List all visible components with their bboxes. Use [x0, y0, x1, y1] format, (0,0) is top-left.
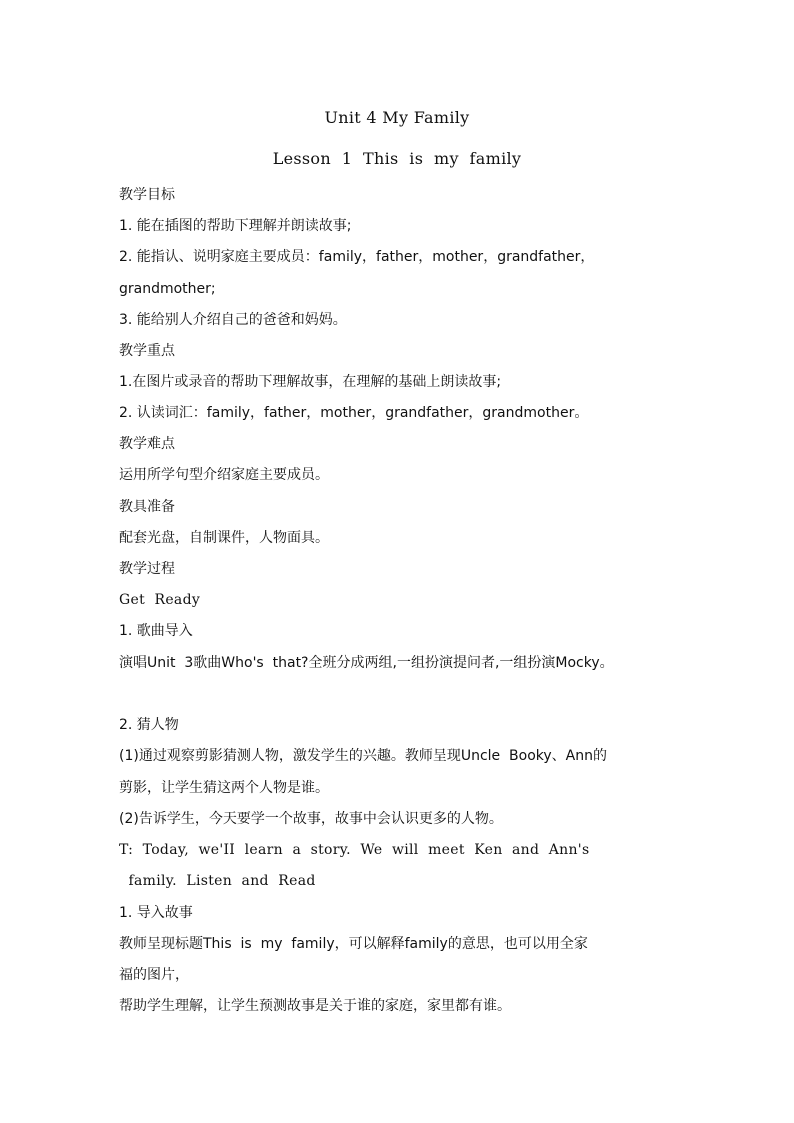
section-heading-key-points: 教学重点: [119, 343, 175, 359]
text-line: 1. 能在插图的帮助下理解并朗读故事;: [119, 218, 352, 234]
document-title: Unit 4 My Family: [324, 108, 470, 127]
text-line: 2. 认读词汇：family，father，mother，grandfather，grandmother。: [119, 405, 589, 421]
text-line: 2. 猜人物: [119, 717, 179, 733]
text-line: 教师呈现标题This is my family，可以解释family的意思，也可以用全家: [119, 936, 588, 952]
text-line: 1. 导入故事: [119, 905, 193, 921]
text-line: T: Today, we'II learn a story. We will meet Ken and Ann's: [119, 842, 590, 858]
document-subtitle: Lesson 1 This is my family: [272, 149, 522, 168]
text-line: family. Listen and Read: [119, 873, 316, 889]
text-line: 1. 歌曲导入: [119, 623, 193, 639]
text-line: 运用所学句型介绍家庭主要成员。: [119, 467, 329, 483]
text-line: grandmother;: [119, 281, 216, 297]
text-line: 3. 能给别人介绍自己的爸爸和妈妈。: [119, 312, 347, 328]
section-heading-difficulties: 教学难点: [119, 436, 175, 452]
text-line: 剪影，让学生猜这两个人物是谁。: [119, 780, 329, 796]
text-line: (1)通过观察剪影猜测人物，激发学生的兴趣。教师呈现Uncle Booky、Ann的: [119, 748, 608, 764]
text-line: 配套光盘，自制课件，人物面具。: [119, 530, 329, 546]
section-heading-process: 教学过程: [119, 561, 175, 577]
section-heading-objectives: 教学目标: [119, 187, 175, 203]
text-line: 2. 能指认、说明家庭主要成员：family，father，mother，grandfather，: [119, 249, 595, 265]
text-line: 帮助学生理解，让学生预测故事是关于谁的家庭，家里都有谁。: [119, 998, 511, 1014]
section-heading-materials: 教具准备: [119, 499, 175, 515]
text-line: 演唱Unit 3歌曲Who's that?全班分成两组,一组扮演提问者,一组扮演Mocky。: [119, 655, 614, 671]
text-line: 福的图片，: [119, 967, 189, 983]
text-line: (2)告诉学生，今天要学一个故事，故事中会认识更多的人物。: [119, 811, 503, 827]
text-line: Get Ready: [119, 592, 201, 608]
text-line: 1.在图片或录音的帮助下理解故事，在理解的基础上朗读故事;: [119, 374, 502, 390]
